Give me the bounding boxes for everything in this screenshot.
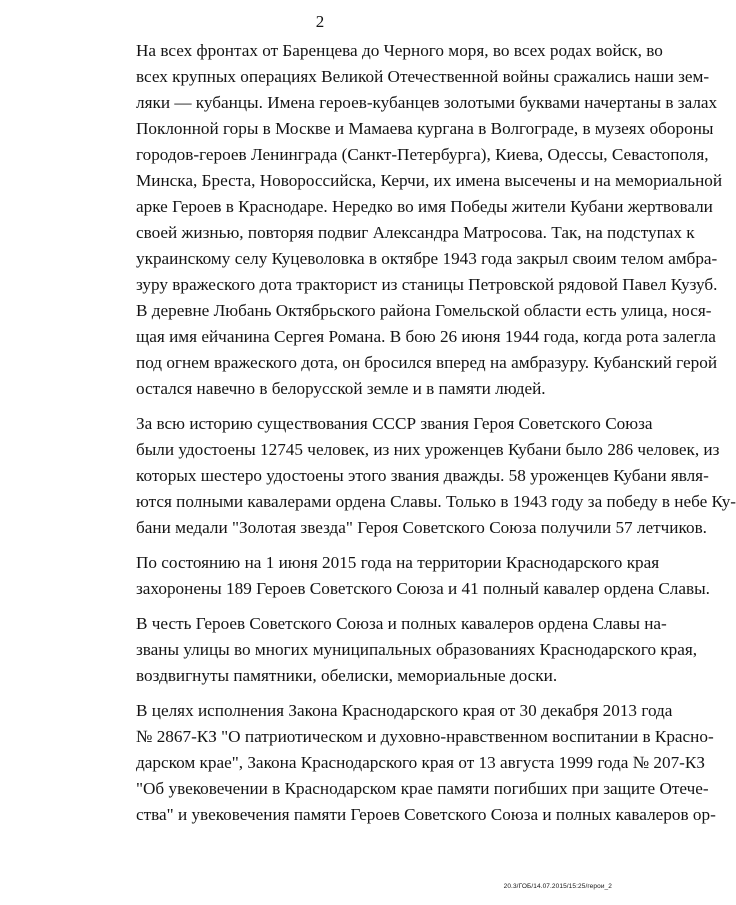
page-number: 2 <box>315 12 325 31</box>
text-line: щая имя ейчанина Сергея Романа. В бою 26 июня 1944 года, когда рота залегла <box>136 327 716 346</box>
text-line: воздвигнуты памятники, обелиски, мемориальные доски. <box>136 666 558 685</box>
text-line: ются полными кавалерами ордена Славы. Только в 1943 году за победу в небе Ку- <box>136 492 736 511</box>
text-line: На всех фронтах от Баренцева до Черного моря, во всех родах войск, во <box>136 41 663 60</box>
text-line: арке Героев в Краснодаре. Нередко во имя Победы жители Кубани жертвовали <box>136 197 713 216</box>
text-line: За всю историю существования СССР звания Героя Советского Союза <box>136 414 653 433</box>
paragraph-burials <box>109 550 710 602</box>
text-line: бани медали "Золотая звезда" Героя Советского Союза получили 57 летчиков. <box>136 518 707 537</box>
text-line: "Об увековечении в Краснодарском крае памяти погибших при защите Отече- <box>136 779 709 798</box>
paragraph-legal-basis <box>109 698 716 828</box>
text-line: ляки — кубанцы. Имена героев-кубанцев золотыми буквами начертаны в залах <box>136 93 718 112</box>
text-line: дарском крае", Закона Краснодарского края от 13 августа 1999 года № 207-КЗ <box>136 753 705 772</box>
paragraph-memorials <box>109 611 698 689</box>
text-line: остался навечно в белорусской земле и в памяти людей. <box>136 379 546 398</box>
text-line: которых шестеро удостоены этого звания дважды. 58 уроженцев Кубани явля- <box>136 466 709 485</box>
text-line: городов-героев Ленинграда (Санкт-Петербурга), Киева, Одессы, Севастополя, <box>136 145 709 164</box>
paragraph-ussr-statistics <box>109 411 736 541</box>
text-line: под огнем вражеского дота, он бросился вперед на амбразуру. Кубанский герой <box>136 353 718 372</box>
text-line: По состоянию на 1 июня 2015 года на территории Краснодарского края <box>136 553 660 572</box>
text-line: захоронены 189 Героев Советского Союза и 41 полный кавалер ордена Славы. <box>136 579 710 598</box>
text-line: всех крупных операциях Великой Отечественной войны сражались наши зем- <box>136 67 710 86</box>
text-line: были удостоены 12745 человек, из них уроженцев Кубани было 286 человек, из <box>136 440 720 459</box>
text-line: Поклонной горы в Москве и Мамаева кургана в Волгограде, в музеях обороны <box>136 119 714 138</box>
text-line: званы улицы во многих муниципальных образованиях Краснодарского края, <box>136 640 698 659</box>
paragraph-kuban-heroes <box>109 38 723 402</box>
text-line: В целях исполнения Закона Краснодарского края от 30 декабря 2013 года <box>136 701 673 720</box>
text-line: своей жизнью, повторяя подвиг Александра Матросова. Так, на подступах к <box>136 223 695 242</box>
text-line: В честь Героев Советского Союза и полных кавалеров ордена Славы на- <box>136 614 667 633</box>
text-line: украинскому селу Куцеволовка в октябре 1943 года закрыл своим телом амбра- <box>136 249 718 268</box>
document-footer-code: 20.3/ГОБ/14.07.2015/15:25/герои_2 <box>503 883 612 890</box>
text-line: зуру вражеского дота тракторист из станицы Петровской рядовой Павел Кузуб. <box>136 275 718 294</box>
text-line: В деревне Любань Октябрьского района Гомельской области есть улица, нося- <box>136 301 712 320</box>
text-line: ства" и увековечения памяти Героев Советского Союза и полных кавалеров ор- <box>136 805 716 824</box>
document-body <box>109 38 736 828</box>
text-line: № 2867-КЗ "О патриотическом и духовно-нравственном воспитании в Красно- <box>136 727 714 746</box>
text-line: Минска, Бреста, Новороссийска, Керчи, их имена высечены и на мемориальной <box>136 171 723 190</box>
